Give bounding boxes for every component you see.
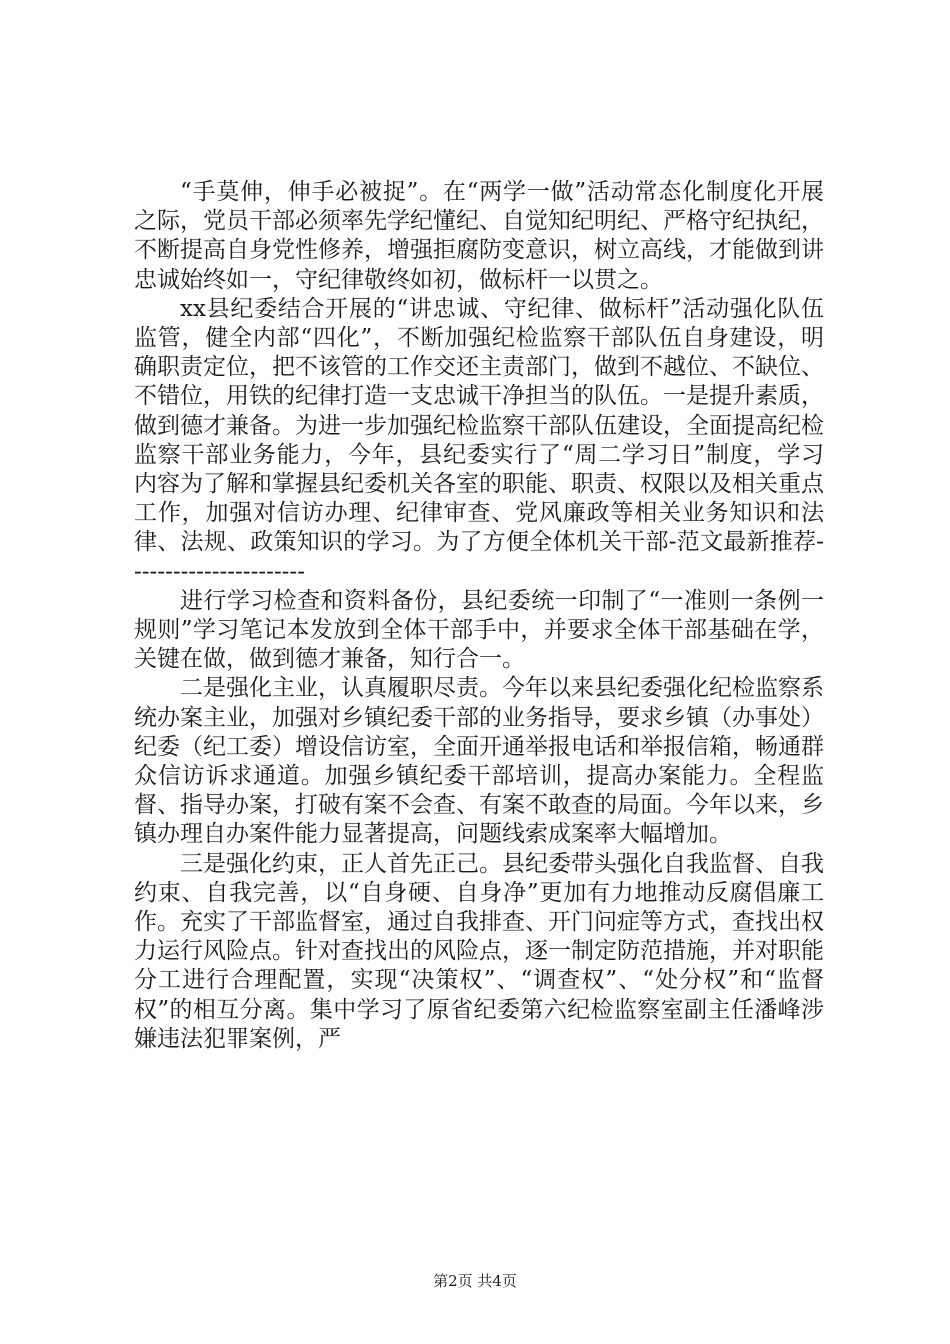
paragraph-4: 二是强化主业，认真履职尽责。今年以来县纪委强化纪检监察系统办案主业，加强对乡镇纪委干部的业务指导，要求乡镇（办事处）纪委（纪工委）增设信访室，全面开通举报电话和举报信箱，畅通群众信访诉求通道。加强乡镇纪委干部培训，提高办案能力。全程监督、指导办案，打破有案不会查、有案不敢查的局面。今年以来，乡镇办理自办案件能力显著提高，问题线索成案率大幅增加。 <box>134 675 824 848</box>
page-footer: 第2页 共4页 <box>433 1272 517 1290</box>
paragraph-1: “手莫伸，伸手必被捉”。在“两学一做”活动常态化制度化开展之际，党员干部必须率先学纪懂纪、自觉知纪明纪、严格守纪执纪，不断提高自身党性修养，增强拒腐防变意识，树立高线，才能做到讲忠诚始终如一，守纪律敬终如初，做标杆一以贯之。 <box>134 179 824 293</box>
document-body <box>134 178 824 1054</box>
paragraph-3: 进行学习检查和资料备份，县纪委统一印制了“一准则一条例一规则”学习笔记本发放到全体干部手中，并要求全体干部基础在学，关键在做，做到德才兼备，知行合一。 <box>134 587 824 673</box>
paragraph-5: 三是强化约束，正人首先正己。县纪委带头强化自我监督、自我约束、自我完善，以“自身硬、自身净”更加有力地推动反腐倡廉工作。充实了干部监督室，通过自我排查、开门问症等方式，查找出权力运行风险点。针对查找出的风险点，逐一制定防范措施，并对职能分工进行合理配置，实现“决策权”、“调查权”、“处分权”和“监督权”的相互分离。集中学习了原省纪委第六纪检监察室副主任潘峰涉嫌违法犯罪案例，严 <box>134 850 824 1052</box>
paragraph-2: xx县纪委结合开展的“讲忠诚、守纪律、做标杆”活动强化队伍监管，健全内部“四化”，不断加强纪检监察干部队伍自身建设，明确职责定位，把不该管的工作交还主责部门，做到不越位、不缺位、不错位，用铁的纪律打造一支忠诚干净担当的队伍。一是提升素质，做到德才兼备。为进一步加强纪检监察干部队伍建设，全面提高纪检监察干部业务能力，今年，县纪委实行了“周二学习日”制度，学习内容为了解和掌握县纪委机关各室的职能、职责、权限以及相关重点工作，加强对信访办理、纪律审查、党风廉政等相关业务知识和法律、法规、政策知识的学习。为了方便全体机关干部-范文最新推荐----------------------- <box>134 295 824 585</box>
